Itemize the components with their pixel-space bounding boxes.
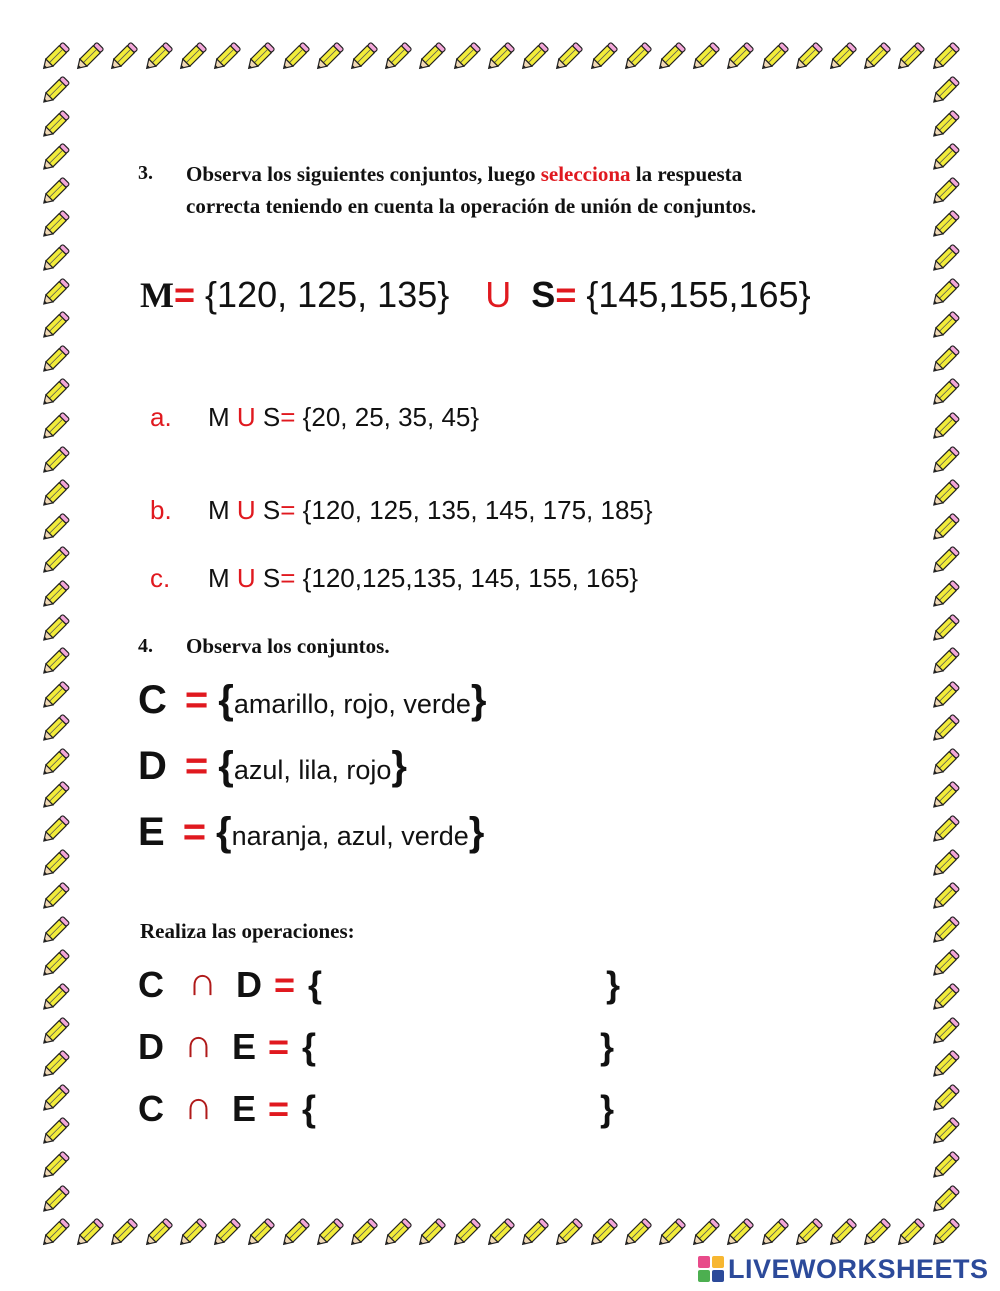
pencil-icon: [928, 544, 962, 578]
pencil-icon: [928, 1216, 962, 1250]
pencil-icon: [928, 612, 962, 646]
set-e-close-brace: }: [468, 810, 485, 854]
pencil-icon: [38, 477, 72, 511]
pencil-icon: [312, 40, 346, 74]
pencil-icon: [928, 1183, 962, 1217]
pencil-icon: [928, 1115, 962, 1149]
pencil-icon: [380, 1216, 414, 1250]
pencil-icon: [757, 40, 791, 74]
pencil-icon: [928, 679, 962, 713]
intersection-symbol: ∩: [184, 1022, 213, 1066]
pencil-icon: [928, 242, 962, 276]
option-b-equals: =: [280, 495, 296, 525]
pencil-icon: [791, 40, 825, 74]
pencil-icon: [38, 1015, 72, 1049]
pencil-icon: [449, 40, 483, 74]
option-c[interactable]: [150, 563, 638, 594]
set-s-equals: =: [555, 274, 577, 315]
pencil-icon: [38, 712, 72, 746]
pencil-icon: [209, 40, 243, 74]
set-c-elements: amarillo, rojo, verde: [233, 689, 471, 719]
pencil-icon: [586, 1216, 620, 1250]
pencil-icon: [38, 444, 72, 478]
pencil-icon: [38, 914, 72, 948]
question-3-text: [186, 158, 756, 222]
pencil-icon: [414, 1216, 448, 1250]
question-4-text: Observa los conjuntos.: [186, 634, 390, 658]
pencil-icon: [928, 712, 962, 746]
option-b[interactable]: [150, 495, 653, 526]
pencil-border-top: [38, 40, 962, 74]
pencil-icon: [175, 1216, 209, 1250]
pencil-icon: [928, 40, 962, 74]
pencil-icon: [928, 444, 962, 478]
pencil-icon: [928, 981, 962, 1015]
option-b-set1: M: [208, 495, 230, 525]
pencil-icon: [38, 343, 72, 377]
pencil-icon: [654, 40, 688, 74]
operation-1-equals: =: [274, 964, 296, 1005]
pencil-icon: [38, 208, 72, 242]
set-d-close-brace: }: [391, 744, 407, 788]
pencil-icon: [688, 1216, 722, 1250]
union-symbol: U: [485, 274, 512, 315]
pencil-icon: [517, 1216, 551, 1250]
pencil-icon: [928, 74, 962, 108]
pencil-icon: [928, 847, 962, 881]
pencil-icon: [928, 276, 962, 310]
set-definition-d: [138, 744, 407, 789]
pencil-icon: [586, 40, 620, 74]
pencil-icon: [38, 175, 72, 209]
pencil-icon: [825, 40, 859, 74]
operation-3-close-brace: }: [600, 1088, 615, 1129]
pencil-icon: [928, 914, 962, 948]
pencil-icon: [38, 242, 72, 276]
question-3-line-1-end: la respuesta: [630, 162, 743, 186]
pencil-icon: [278, 1216, 312, 1250]
liveworksheets-logo[interactable]: [698, 1254, 989, 1284]
operation-1-answer-input[interactable]: [326, 966, 596, 1004]
liveworksheets-logo-text: LIVEWORKSHEETS: [728, 1253, 989, 1284]
option-a[interactable]: [150, 402, 479, 433]
operation-2-set-b: E: [232, 1026, 257, 1067]
operation-3-answer-input[interactable]: [320, 1090, 590, 1128]
pencil-icon: [38, 410, 72, 444]
pencil-icon: [928, 511, 962, 545]
pencil-icon: [243, 40, 277, 74]
pencil-icon: [38, 880, 72, 914]
set-m-equals: =: [173, 274, 196, 315]
set-d-equals: =: [184, 744, 209, 788]
intersection-symbol: ∩: [184, 1084, 213, 1128]
question-3-highlight-word: selecciona: [540, 162, 631, 186]
liveworksheets-logo-icon: [698, 1256, 724, 1282]
pencil-icon: [38, 1115, 72, 1149]
option-a-result: {20, 25, 35, 45}: [295, 402, 480, 432]
pencil-icon: [928, 477, 962, 511]
option-b-union: U: [236, 495, 256, 525]
pencil-icon: [928, 746, 962, 780]
operation-1-set-b: D: [236, 964, 262, 1005]
option-c-equals: =: [280, 563, 296, 593]
pencil-icon: [722, 40, 756, 74]
operation-2-equals: =: [268, 1026, 290, 1067]
pencil-icon: [72, 1216, 106, 1250]
pencil-icon: [38, 1048, 72, 1082]
pencil-icon: [38, 981, 72, 1015]
operations-title: Realiza las operaciones:: [140, 919, 355, 943]
option-a-set1: M: [208, 402, 230, 432]
pencil-icon: [106, 1216, 140, 1250]
pencil-icon: [825, 1216, 859, 1250]
operation-3-set-a: C: [138, 1088, 164, 1129]
set-c-open-brace: {: [218, 678, 234, 722]
set-e-equals: =: [182, 810, 207, 854]
pencil-icon: [346, 40, 380, 74]
pencil-icon: [38, 612, 72, 646]
pencil-icon: [141, 1216, 175, 1250]
operation-1-open-brace: {: [308, 964, 323, 1005]
pencil-icon: [483, 40, 517, 74]
pencil-icon: [791, 1216, 825, 1250]
option-a-union: U: [236, 402, 256, 432]
pencil-icon: [38, 276, 72, 310]
pencil-icon: [38, 74, 72, 108]
pencil-icon: [928, 947, 962, 981]
pencil-icon: [928, 175, 962, 209]
pencil-icon: [38, 40, 72, 74]
pencil-icon: [859, 40, 893, 74]
set-e-open-brace: {: [216, 810, 232, 854]
pencil-icon: [106, 40, 140, 74]
pencil-icon: [38, 645, 72, 679]
pencil-icon: [38, 779, 72, 813]
question-4-number: 4.: [138, 635, 153, 657]
pencil-icon: [38, 1183, 72, 1217]
option-c-result: {120,125,135, 145, 155, 165}: [295, 563, 639, 593]
option-b-letter: b.: [150, 495, 172, 525]
option-c-union: U: [236, 563, 256, 593]
pencil-icon: [38, 544, 72, 578]
option-c-set2: S: [262, 563, 281, 593]
pencil-icon: [859, 1216, 893, 1250]
option-a-set2: S: [262, 402, 281, 432]
pencil-icon: [757, 1216, 791, 1250]
pencil-icon: [893, 1216, 927, 1250]
pencil-icon: [928, 1015, 962, 1049]
intersection-symbol: ∩: [188, 960, 217, 1004]
set-e-name: E: [138, 810, 165, 854]
set-c-close-brace: }: [470, 678, 487, 722]
pencil-icon: [928, 779, 962, 813]
option-a-equals: =: [280, 402, 296, 432]
set-c-equals: =: [184, 678, 209, 722]
pencil-icon: [243, 1216, 277, 1250]
pencil-icon: [551, 1216, 585, 1250]
option-c-letter: c.: [150, 563, 171, 593]
pencil-icon: [175, 40, 209, 74]
pencil-icon: [928, 108, 962, 142]
operation-3-equals: =: [268, 1088, 290, 1129]
pencil-icon: [346, 1216, 380, 1250]
pencil-icon: [928, 1048, 962, 1082]
pencil-icon: [38, 679, 72, 713]
pencil-icon: [38, 108, 72, 142]
pencil-icon: [551, 40, 585, 74]
set-d-elements: azul, lila, rojo: [233, 755, 392, 785]
sets-m-s-line: [140, 274, 811, 316]
pencil-icon: [312, 1216, 346, 1250]
option-c-set1: M: [208, 563, 230, 593]
question-3-line-2: correcta teniendo en cuenta la operación de unión de conjuntos.: [186, 194, 757, 218]
operation-1-set-a: C: [138, 964, 164, 1005]
pencil-border-right: [928, 74, 962, 1216]
set-definition-c: [138, 678, 487, 723]
operation-1-close-brace: }: [606, 964, 621, 1005]
pencil-icon: [928, 813, 962, 847]
pencil-icon: [620, 40, 654, 74]
operation-2-close-brace: }: [600, 1026, 615, 1067]
set-c-name: C: [138, 678, 167, 722]
pencil-icon: [928, 578, 962, 612]
operation-2-open-brace: {: [302, 1026, 317, 1067]
set-m-elements: {120, 125, 135}: [195, 274, 450, 315]
pencil-icon: [38, 813, 72, 847]
set-s-elements: {145,155,165}: [576, 274, 811, 315]
operation-3-set-b: E: [232, 1088, 257, 1129]
pencil-icon: [449, 1216, 483, 1250]
pencil-icon: [483, 1216, 517, 1250]
pencil-icon: [141, 40, 175, 74]
pencil-icon: [928, 410, 962, 444]
pencil-icon: [688, 40, 722, 74]
option-a-letter: a.: [150, 402, 172, 432]
pencil-icon: [654, 1216, 688, 1250]
pencil-icon: [38, 1082, 72, 1116]
set-m-label: M: [140, 275, 174, 315]
pencil-icon: [928, 208, 962, 242]
pencil-icon: [38, 1216, 72, 1250]
pencil-icon: [38, 511, 72, 545]
pencil-icon: [278, 40, 312, 74]
set-d-name: D: [138, 744, 167, 788]
pencil-icon: [928, 141, 962, 175]
operation-2-set-a: D: [138, 1026, 164, 1067]
pencil-icon: [38, 746, 72, 780]
operation-3-open-brace: {: [302, 1088, 317, 1129]
pencil-icon: [928, 1082, 962, 1116]
pencil-icon: [414, 40, 448, 74]
pencil-icon: [38, 1149, 72, 1183]
question-3-line-1: [186, 158, 756, 190]
option-b-result: {120, 125, 135, 145, 175, 185}: [295, 495, 653, 525]
pencil-icon: [38, 309, 72, 343]
pencil-icon: [620, 1216, 654, 1250]
pencil-icon: [928, 343, 962, 377]
pencil-icon: [38, 141, 72, 175]
set-d-open-brace: {: [218, 744, 234, 788]
set-definition-e: [138, 810, 484, 855]
question-3-line-1-start: Observa los siguientes conjuntos, luego: [186, 162, 541, 186]
option-b-set2: S: [262, 495, 281, 525]
pencil-icon: [72, 40, 106, 74]
pencil-icon: [517, 40, 551, 74]
pencil-icon: [38, 847, 72, 881]
pencil-icon: [38, 947, 72, 981]
operation-2-answer-input[interactable]: [320, 1028, 590, 1066]
pencil-icon: [893, 40, 927, 74]
pencil-border-bottom: [38, 1216, 962, 1250]
pencil-icon: [928, 880, 962, 914]
pencil-icon: [722, 1216, 756, 1250]
pencil-icon: [928, 309, 962, 343]
pencil-icon: [209, 1216, 243, 1250]
question-3-number: 3.: [138, 162, 153, 184]
pencil-icon: [380, 40, 414, 74]
set-s-label: S: [531, 274, 556, 315]
pencil-icon: [928, 376, 962, 410]
pencil-icon: [928, 645, 962, 679]
pencil-border-left: [38, 74, 72, 1216]
pencil-icon: [928, 1149, 962, 1183]
set-e-elements: naranja, azul, verde: [231, 821, 469, 851]
pencil-icon: [38, 376, 72, 410]
pencil-icon: [38, 578, 72, 612]
